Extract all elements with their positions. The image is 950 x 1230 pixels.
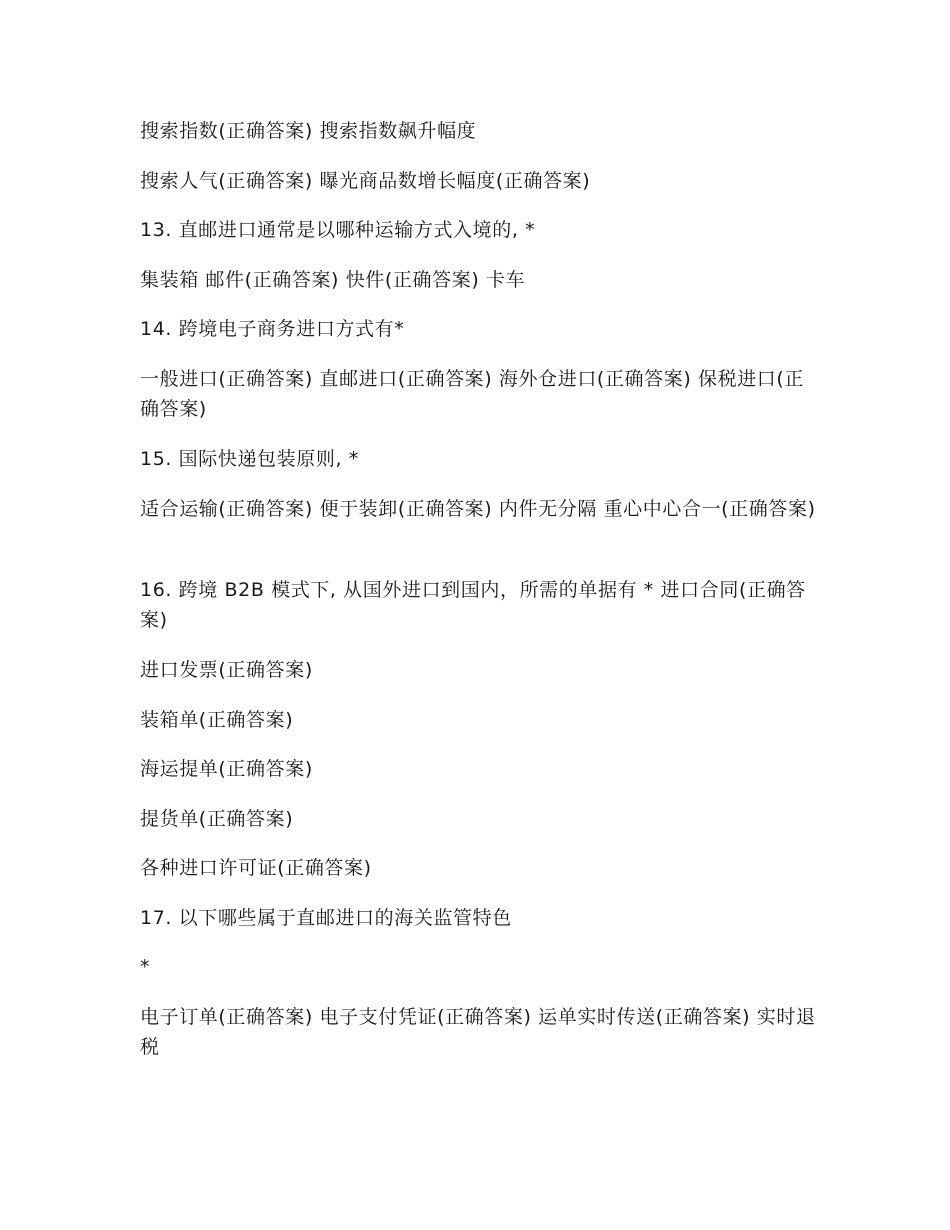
question-16-option-import-licenses: 各种进口许可证(正确答案) — [140, 857, 372, 879]
option-line-search-popularity: 搜索人气(正确答案) 曝光商品数增长幅度(正确答案) — [140, 170, 591, 192]
question-16: 16. 跨境 B2B 模式下, 从国外进口到国内，所需的单据有 * 进口合同(正确答案) — [140, 579, 806, 631]
question-17: 17. 以下哪些属于直邮进口的海关监管特色 — [140, 907, 512, 929]
question-16-option-packing-list: 装箱单(正确答案) — [140, 709, 294, 731]
option-line-search-index: 搜索指数(正确答案) 搜索指数飙升幅度 — [140, 120, 477, 142]
question-14: 14. 跨境电子商务进口方式有* — [140, 318, 405, 340]
question-16-option-delivery-order: 提货单(正确答案) — [140, 808, 294, 830]
question-16-option-invoice: 进口发票(正确答案) — [140, 659, 313, 681]
question-15: 15. 国际快递包装原则, * — [140, 448, 359, 470]
question-17-options: 电子订单(正确答案) 电子支付凭证(正确答案) 运单实时传送(正确答案) 实时退税 — [140, 1006, 816, 1058]
question-14-options: 一般进口(正确答案) 直邮进口(正确答案) 海外仓进口(正确答案) 保税进口(正确答案) — [140, 368, 805, 420]
question-15-options: 适合运输(正确答案) 便于装卸(正确答案) 内件无分隔 重心中心合一(正确答案) — [140, 498, 816, 520]
question-13: 13. 直邮进口通常是以哪种运输方式入境的, * — [140, 219, 536, 241]
question-16-option-bill-of-lading: 海运提单(正确答案) — [140, 758, 313, 780]
question-13-options: 集装箱 邮件(正确答案) 快件(正确答案) 卡车 — [140, 269, 526, 291]
question-17-required-mark: * — [140, 956, 151, 978]
